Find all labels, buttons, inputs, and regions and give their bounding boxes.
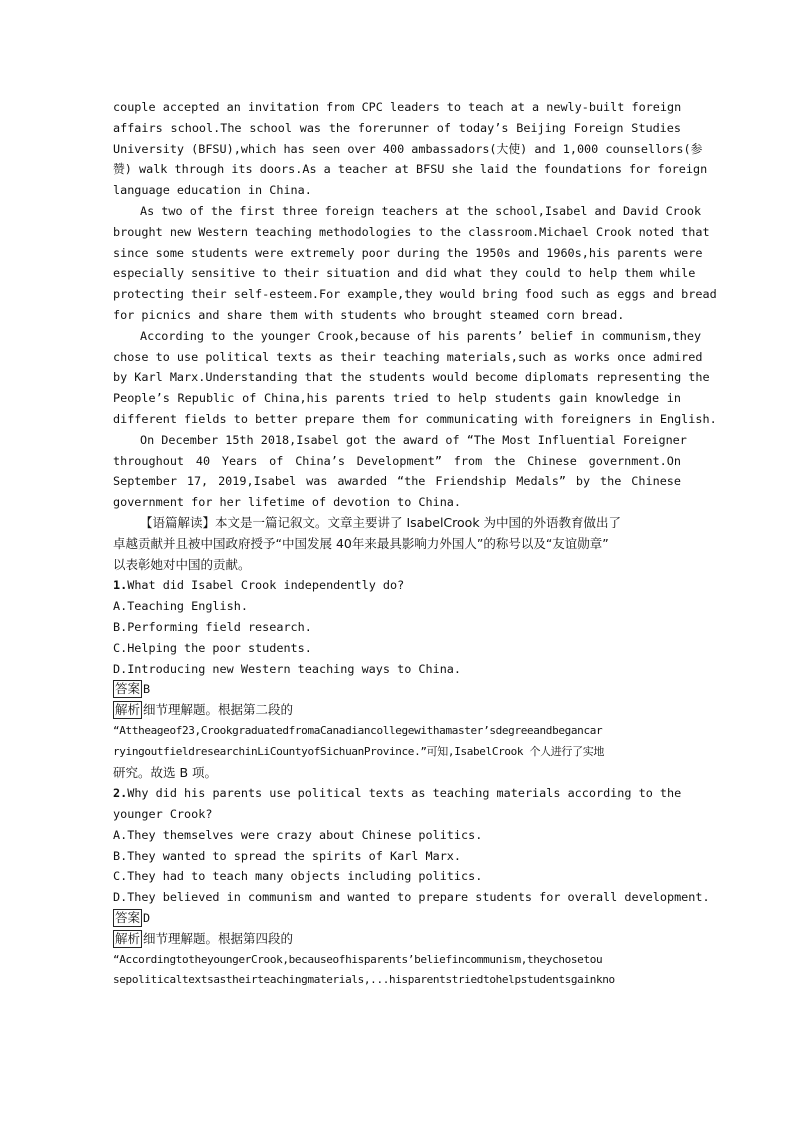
question-stem-continued: younger Crook? <box>113 807 213 822</box>
answer-label: 答案 <box>115 910 141 926</box>
analysis-line: 卓越贡献并且被中国政府授予“中国发展 40年来最具影响力外国人”的称号以及“友谊勋章” <box>113 535 609 551</box>
explanation-line: 研究。故选 B 项。 <box>113 764 218 780</box>
option-d: D.They believed in communism and wanted to prepare students for overall development. <box>113 890 710 905</box>
text-line: for picnics and share them with students who brought steamed corn bread. <box>113 307 625 322</box>
text-line: protecting their self-esteem.For example,they would bring food such as eggs and bread <box>113 287 717 302</box>
option-d: D.Introducing new Western teaching ways to China. <box>113 661 462 676</box>
passage-paragraph-4 <box>113 430 687 513</box>
text-line: throughout 40 Years of China’s Development” from the Chinese government.On <box>113 453 681 468</box>
text-line: People’s Republic of China,his parents tried to help students gain knowledge in <box>113 391 681 406</box>
text-line: especially sensitive to their situation and did what they could to help them while <box>113 266 696 281</box>
text-line: 赞) walk through its doors.As a teacher at BFSU she laid the foundations for foreign <box>113 162 708 177</box>
text-line: September 17, 2019,Isabel was awarded “the Friendship Medals” by the Chinese <box>113 474 681 489</box>
text-line: University (BFSU),which has seen over 400 ambassadors(大使) and 1,000 counsellors(参 <box>113 141 703 156</box>
answer-row <box>113 908 681 929</box>
option-c: C.Helping the poor students. <box>113 640 312 655</box>
question-stem <box>113 783 681 804</box>
text-line: chose to use political texts as their teaching materials,such as works once admired <box>113 349 703 364</box>
question-2 <box>113 783 710 991</box>
text-line: by Karl Marx.Understanding that the students would become diplomats representing the <box>113 370 710 385</box>
text-line: different fields to better prepare them for communicating with foreigners in English. <box>113 411 717 426</box>
document-page <box>113 97 717 991</box>
text-line: brought new Western teaching methodologies to the classroom.Michael Crook noted that <box>113 224 710 239</box>
option-a: A.Teaching English. <box>113 599 248 614</box>
explanation-row <box>113 929 681 950</box>
text-line: government for her lifetime of devotion to China. <box>113 495 462 510</box>
explanation-line: sepoliticaltextsastheirteachingmaterials,...hisparentstriedtohelpstudentsgainkno <box>113 973 615 987</box>
explanation-text: 细节理解题。根据第二段的 <box>143 702 294 718</box>
text-line: As two of the first three foreign teachers at the school,Isabel and David Crook <box>140 203 702 218</box>
analysis-line: 【语篇解读】本文是一篇记叙文。文章主要讲了 IsabelCrook 为中国的外语教育做出了 <box>140 514 622 530</box>
question-stem <box>113 575 681 596</box>
answer-row <box>113 679 681 700</box>
discourse-analysis <box>113 513 681 575</box>
explanation-text: 细节理解题。根据第四段的 <box>143 930 294 946</box>
answer-label: 答案 <box>115 681 141 697</box>
explanation-line: “AccordingtotheyoungerCrook,becauseofhisparents’beliefincommunism,theychosetou <box>113 952 603 966</box>
question-number: 1. <box>113 578 128 593</box>
text-line: since some students were extremely poor during the 1950s and 1960s,his parents were <box>113 245 703 260</box>
explanation-label: 解析 <box>115 702 141 718</box>
text-line: According to the younger Crook,because of his parents’ belief in communism,they <box>140 328 702 343</box>
question-number: 2. <box>113 786 128 801</box>
question-text: Why did his parents use political texts as teaching materials according to the <box>127 786 682 801</box>
question-1 <box>113 575 681 783</box>
text-line: affairs school.The school was the forerunner of today’s Beijing Foreign Studies <box>113 120 681 135</box>
passage-paragraph-1 <box>113 97 708 201</box>
question-text: What did Isabel Crook independently do? <box>127 578 405 593</box>
explanation-line: ryingoutfieldresearchinLiCountyofSichuanProvince.”可知,IsabelCrook 个人进行了实地 <box>113 744 605 758</box>
text-line: On December 15th 2018,Isabel got the award of “The Most Influential Foreigner <box>140 432 687 447</box>
passage-paragraph-2 <box>113 201 717 326</box>
option-a: A.They themselves were crazy about Chinese politics. <box>113 827 483 842</box>
explanation-row <box>113 700 681 721</box>
option-c: C.They had to teach many objects including politics. <box>113 869 483 884</box>
option-b: B.They wanted to spread the spirits of Karl Marx. <box>113 848 462 863</box>
text-line: language education in China. <box>113 183 312 198</box>
analysis-line: 以表彰她对中国的贡献。 <box>113 556 251 572</box>
explanation-label: 解析 <box>115 930 141 946</box>
text-line: couple accepted an invitation from CPC leaders to teach at a newly-built foreign <box>113 100 682 114</box>
explanation-line: “Attheageof23,CrookgraduatedfromaCanadiancollegewithamaster’sdegreeandbegancar <box>113 723 603 737</box>
answer-value: D <box>143 911 151 926</box>
passage-paragraph-3 <box>113 326 717 430</box>
answer-value: B <box>143 682 151 697</box>
option-b: B.Performing field research. <box>113 619 312 634</box>
